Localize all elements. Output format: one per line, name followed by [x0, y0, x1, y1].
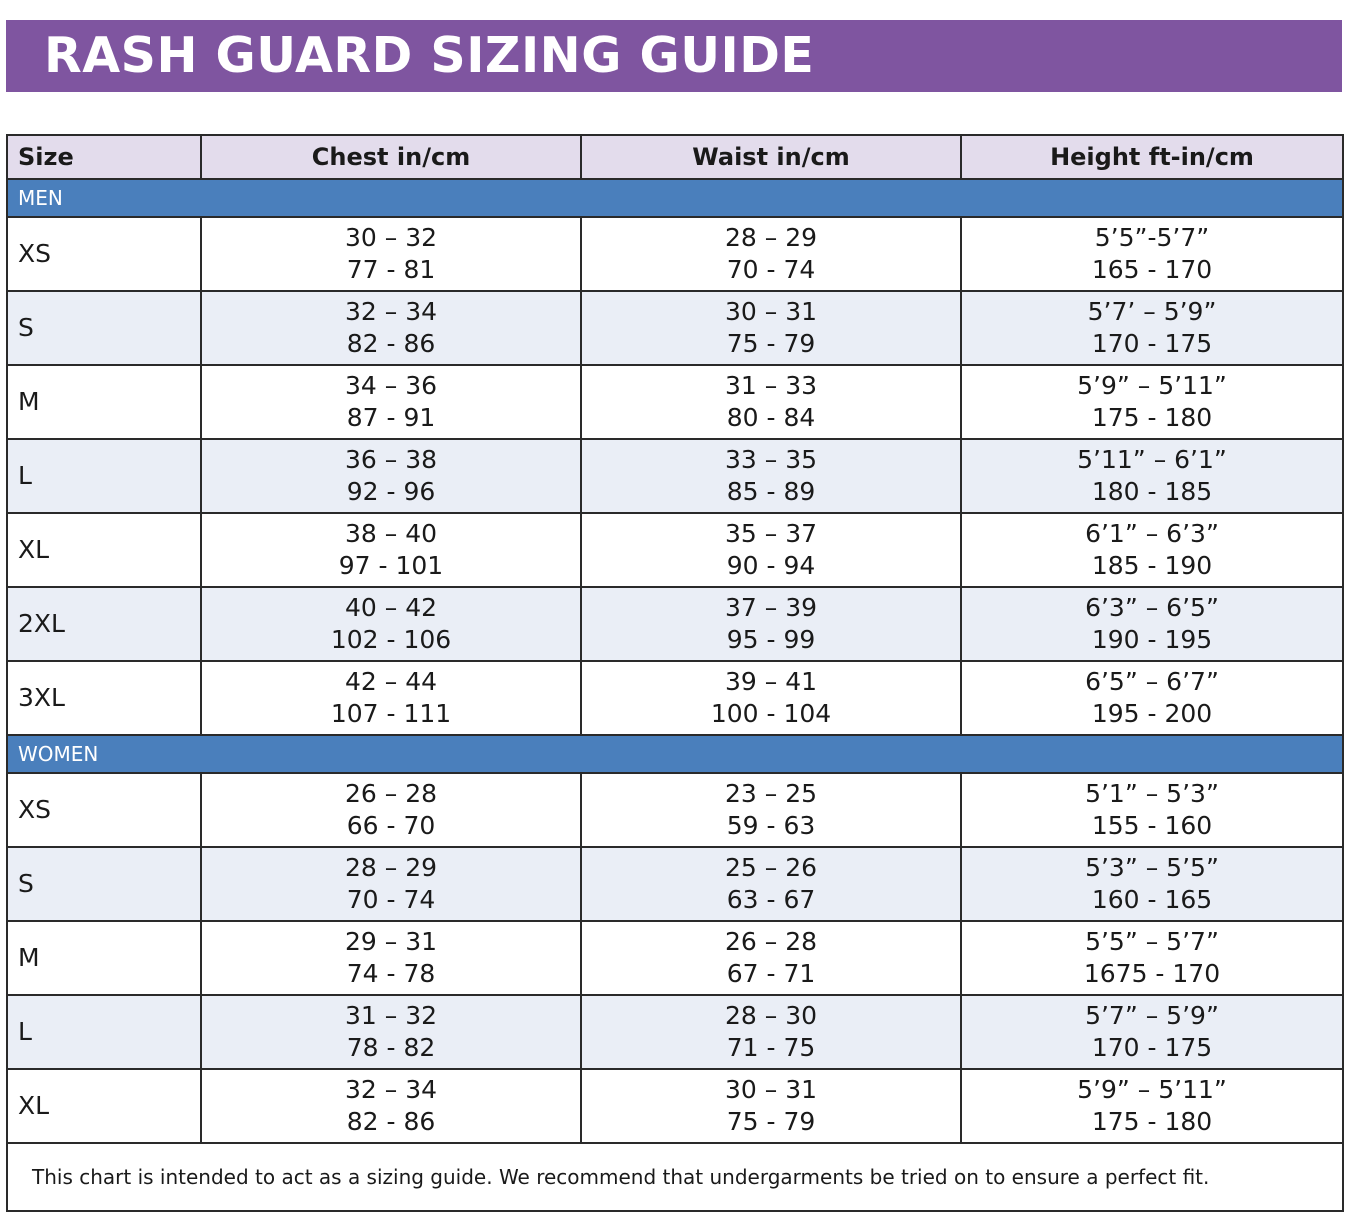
footer-note: This chart is intended to act as a sizing guide. We recommend that undergarments be tried on to ensure a perfect fit. [7, 1143, 1343, 1211]
chest-metric-value: 70 - 74 [346, 885, 436, 914]
column-header-waist: Waist in/cm [581, 135, 961, 179]
height-imperial-value: 5’5” – 5’7” [1085, 927, 1219, 956]
chest-metric-value: 107 - 111 [330, 699, 452, 728]
height-metric-value: 180 - 185 [1091, 477, 1213, 506]
waist-cell [581, 847, 961, 921]
height-cell [961, 587, 1343, 661]
chest-metric-value: 74 - 78 [346, 959, 436, 988]
table-row [7, 217, 1343, 291]
size-cell: XL [7, 1069, 201, 1143]
size-cell: XL [7, 513, 201, 587]
height-metric-value: 160 - 165 [1091, 885, 1213, 914]
height-cell [961, 847, 1343, 921]
table-row [7, 921, 1343, 995]
chest-cell [201, 291, 581, 365]
chest-metric-value: 87 - 91 [346, 403, 436, 432]
column-header-size: Size [7, 135, 201, 179]
height-cell [961, 439, 1343, 513]
waist-metric-value: 85 - 89 [726, 477, 816, 506]
height-imperial-value: 6’5” – 6’7” [1085, 667, 1219, 696]
chest-metric-value: 78 - 82 [346, 1033, 436, 1062]
chest-cell [201, 921, 581, 995]
chest-imperial-value: 32 – 34 [344, 297, 438, 326]
chest-cell [201, 847, 581, 921]
chest-cell [201, 587, 581, 661]
chest-imperial-value: 42 – 44 [344, 667, 438, 696]
waist-imperial-value: 23 – 25 [724, 779, 818, 808]
size-cell: S [7, 291, 201, 365]
chest-cell [201, 661, 581, 735]
chest-imperial-value: 29 – 31 [344, 927, 438, 956]
height-metric-value: 170 - 175 [1091, 1033, 1213, 1062]
height-metric-value: 185 - 190 [1091, 551, 1213, 580]
waist-metric-value: 59 - 63 [726, 811, 816, 840]
waist-cell [581, 587, 961, 661]
chest-metric-value: 82 - 86 [346, 329, 436, 358]
height-metric-value: 1675 - 170 [1083, 959, 1221, 988]
chest-metric-value: 82 - 86 [346, 1107, 436, 1136]
height-cell [961, 661, 1343, 735]
waist-cell [581, 217, 961, 291]
chest-imperial-value: 28 – 29 [344, 853, 438, 882]
page-title: RASH GUARD SIZING GUIDE [44, 27, 815, 84]
chest-imperial-value: 26 – 28 [344, 779, 438, 808]
height-imperial-value: 6’3” – 6’5” [1085, 593, 1219, 622]
chest-metric-value: 102 - 106 [330, 625, 452, 654]
size-cell: L [7, 995, 201, 1069]
height-imperial-value: 5’11” – 6’1” [1077, 445, 1227, 474]
chest-cell [201, 995, 581, 1069]
waist-cell [581, 773, 961, 847]
height-cell [961, 773, 1343, 847]
table-body [7, 179, 1343, 1143]
table-row [7, 1069, 1343, 1143]
chest-metric-value: 77 - 81 [346, 255, 436, 284]
section-label: WOMEN [7, 735, 1343, 773]
waist-imperial-value: 39 – 41 [724, 667, 818, 696]
waist-imperial-value: 26 – 28 [724, 927, 818, 956]
waist-cell [581, 365, 961, 439]
chest-metric-value: 66 - 70 [346, 811, 436, 840]
chest-imperial-value: 30 – 32 [344, 223, 438, 252]
waist-metric-value: 80 - 84 [726, 403, 816, 432]
waist-imperial-value: 33 – 35 [724, 445, 818, 474]
column-header-height: Height ft-in/cm [961, 135, 1343, 179]
chest-imperial-value: 32 – 34 [344, 1075, 438, 1104]
waist-imperial-value: 28 – 30 [724, 1001, 818, 1030]
waist-metric-value: 70 - 74 [726, 255, 816, 284]
waist-metric-value: 63 - 67 [726, 885, 816, 914]
chest-imperial-value: 36 – 38 [344, 445, 438, 474]
waist-imperial-value: 37 – 39 [724, 593, 818, 622]
waist-metric-value: 90 - 94 [726, 551, 816, 580]
table-row [7, 587, 1343, 661]
column-header-chest: Chest in/cm [201, 135, 581, 179]
size-cell: M [7, 921, 201, 995]
height-cell [961, 513, 1343, 587]
section-row-men [7, 179, 1343, 217]
height-imperial-value: 5’9” – 5’11” [1077, 1075, 1227, 1104]
height-metric-value: 155 - 160 [1091, 811, 1213, 840]
size-cell: 3XL [7, 661, 201, 735]
size-cell: XS [7, 773, 201, 847]
table-row [7, 291, 1343, 365]
title-banner [6, 20, 1342, 92]
waist-imperial-value: 25 – 26 [724, 853, 818, 882]
height-cell [961, 995, 1343, 1069]
height-cell [961, 291, 1343, 365]
height-metric-value: 195 - 200 [1091, 699, 1213, 728]
height-imperial-value: 5’9” – 5’11” [1077, 371, 1227, 400]
height-metric-value: 175 - 180 [1091, 403, 1213, 432]
waist-cell [581, 291, 961, 365]
height-metric-value: 170 - 175 [1091, 329, 1213, 358]
chest-imperial-value: 31 – 32 [344, 1001, 438, 1030]
height-metric-value: 190 - 195 [1091, 625, 1213, 654]
size-cell: M [7, 365, 201, 439]
height-metric-value: 165 - 170 [1091, 255, 1213, 284]
size-cell: S [7, 847, 201, 921]
table-row [7, 365, 1343, 439]
chest-metric-value: 92 - 96 [346, 477, 436, 506]
waist-metric-value: 95 - 99 [726, 625, 816, 654]
waist-cell [581, 661, 961, 735]
waist-metric-value: 67 - 71 [726, 959, 816, 988]
height-imperial-value: 5’7’ – 5’9” [1087, 297, 1217, 326]
chest-imperial-value: 40 – 42 [344, 593, 438, 622]
chest-imperial-value: 38 – 40 [344, 519, 438, 548]
table-row [7, 847, 1343, 921]
height-imperial-value: 5’1” – 5’3” [1085, 779, 1219, 808]
table-row [7, 995, 1343, 1069]
table-row [7, 773, 1343, 847]
waist-cell [581, 995, 961, 1069]
table-row [7, 439, 1343, 513]
height-cell [961, 921, 1343, 995]
table-header-row [7, 135, 1343, 179]
chest-cell [201, 217, 581, 291]
waist-cell [581, 439, 961, 513]
table-row [7, 661, 1343, 735]
waist-cell [581, 1069, 961, 1143]
chest-cell [201, 439, 581, 513]
waist-imperial-value: 30 – 31 [724, 297, 818, 326]
chest-metric-value: 97 - 101 [338, 551, 444, 580]
chest-cell [201, 773, 581, 847]
waist-metric-value: 71 - 75 [726, 1033, 816, 1062]
chest-imperial-value: 34 – 36 [344, 371, 438, 400]
chest-cell [201, 365, 581, 439]
table-row [7, 513, 1343, 587]
waist-imperial-value: 35 – 37 [724, 519, 818, 548]
section-row-women [7, 735, 1343, 773]
sizing-table [6, 134, 1344, 1212]
waist-metric-value: 100 - 104 [710, 699, 832, 728]
chest-cell [201, 513, 581, 587]
waist-imperial-value: 30 – 31 [724, 1075, 818, 1104]
height-cell [961, 365, 1343, 439]
height-cell [961, 217, 1343, 291]
waist-cell [581, 921, 961, 995]
size-cell: L [7, 439, 201, 513]
height-imperial-value: 6’1” – 6’3” [1085, 519, 1219, 548]
footer-row [7, 1143, 1343, 1211]
waist-metric-value: 75 - 79 [726, 1107, 816, 1136]
height-metric-value: 175 - 180 [1091, 1107, 1213, 1136]
height-imperial-value: 5’3” – 5’5” [1085, 853, 1219, 882]
size-cell: XS [7, 217, 201, 291]
size-cell: 2XL [7, 587, 201, 661]
waist-metric-value: 75 - 79 [726, 329, 816, 358]
height-cell [961, 1069, 1343, 1143]
height-imperial-value: 5’7” – 5’9” [1085, 1001, 1219, 1030]
chest-cell [201, 1069, 581, 1143]
waist-cell [581, 513, 961, 587]
section-label: MEN [7, 179, 1343, 217]
waist-imperial-value: 28 – 29 [724, 223, 818, 252]
waist-imperial-value: 31 – 33 [724, 371, 818, 400]
height-imperial-value: 5’5”-5’7” [1094, 223, 1210, 252]
